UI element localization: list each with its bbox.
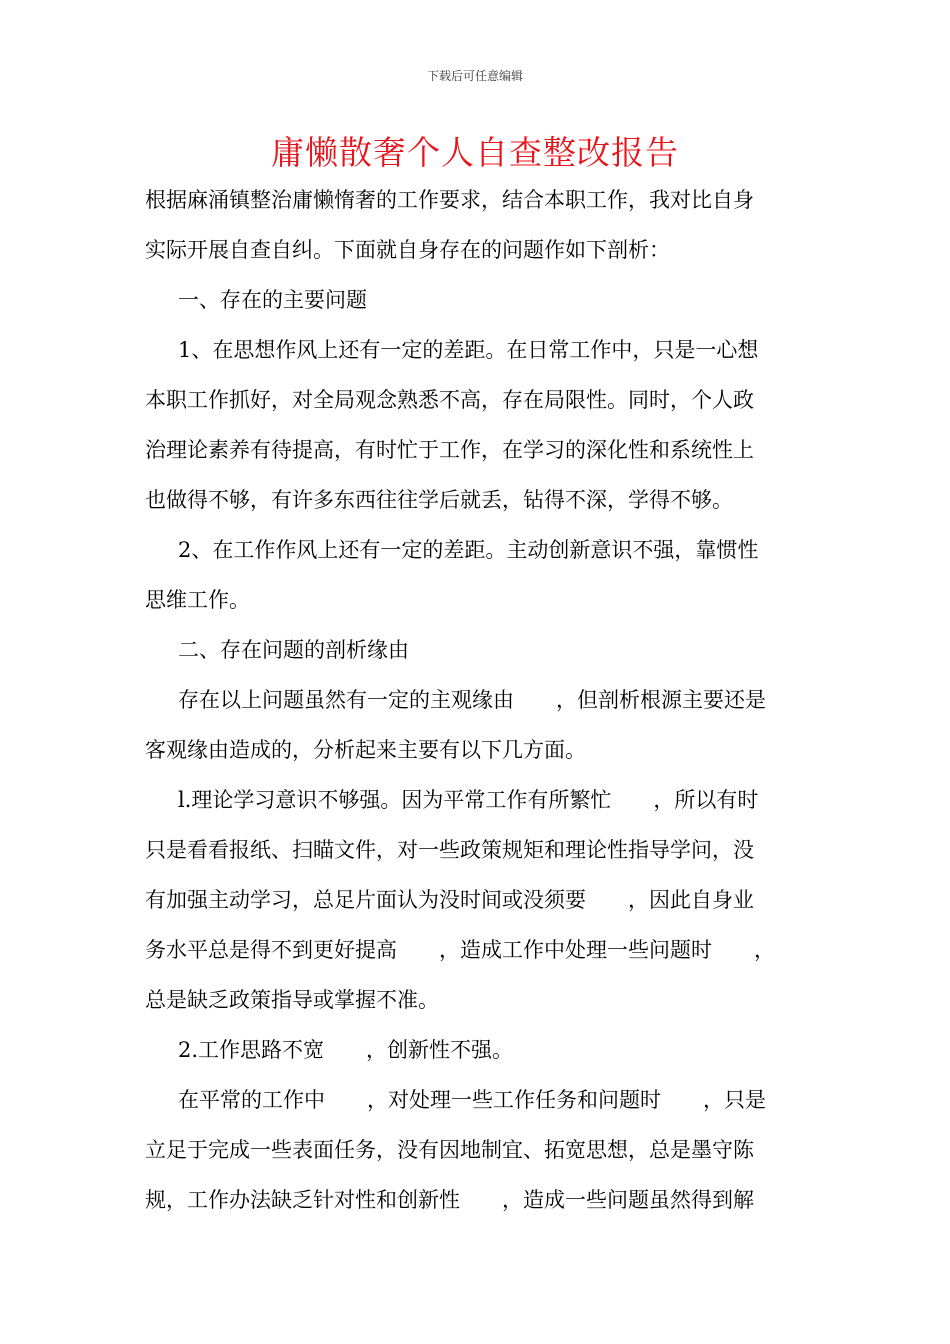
section-heading-1: 一、存在的主要问题 — [178, 288, 367, 312]
paragraph-line: 有加强主动学习，总足片面认为没时间或没须要 ，因此自身业 — [145, 888, 754, 912]
paragraph-line: 在平常的工作中 ，对处理一些工作任务和问题时 ，只是 — [178, 1088, 766, 1112]
paragraph-line: 存在以上问题虽然有一定的主观缘由 ，但剖析根源主要还是 — [178, 688, 766, 712]
paragraph-line: l.理论学习意识不够强。因为平常工作有所繁忙 ，所以有时 — [178, 788, 759, 812]
paragraph-line: 治理论素养有待提高，有时忙于工作，在学习的深化性和系统性上 — [145, 438, 754, 462]
header-note: 下载后可任意编辑 — [426, 69, 523, 83]
paragraph-line: 1、在思想作风上还有一定的差距。在日常工作中，只是一心想 — [178, 338, 759, 362]
paragraph-line: 规，工作办法缺乏针对性和创新性 ，造成一些问题虽然得到解 — [145, 1188, 754, 1212]
paragraph-line: 务水平总是得不到更好提高 ，造成工作中处理一些问题时 ， — [145, 938, 775, 962]
paragraph-line: 立足于完成一些表面任务，没有因地制宜、拓宽思想，总是墨守陈 — [145, 1138, 754, 1162]
paragraph-line: 思维工作。 — [145, 588, 250, 612]
paragraph-line: 根据麻涌镇整治庸懒惰奢的工作要求，结合本职工作，我对比自身 — [145, 188, 754, 212]
paragraph-line: 总是缺乏政策指导或掌握不准。 — [145, 988, 439, 1012]
paragraph-line: 也做得不够，有许多东西往往学后就丢，钻得不深，学得不够。 — [145, 488, 733, 512]
paragraph-line: 客观缘由造成的，分析起来主要有以下几方面。 — [145, 738, 586, 762]
paragraph-line: 只是看看报纸、扫瞄文件，对一些政策规矩和理论性指导学问，没 — [145, 838, 754, 862]
paragraph-line: 实际开展自查自纠。下面就自身存在的问题作如下剖析： — [145, 238, 670, 262]
paragraph-line: 2、在工作作风上还有一定的差距。主动创新意识不强，靠惯性 — [178, 538, 759, 562]
paragraph-line: 2.工作思路不宽 ，创新性不强。 — [178, 1038, 514, 1062]
section-heading-2: 二、存在问题的剖析缘由 — [178, 638, 409, 662]
document-title: 庸懒散奢个人自查整改报告 — [271, 133, 679, 172]
paragraph-line: 本职工作抓好，对全局观念熟悉不高，存在局限性。同时，个人政 — [145, 388, 754, 412]
